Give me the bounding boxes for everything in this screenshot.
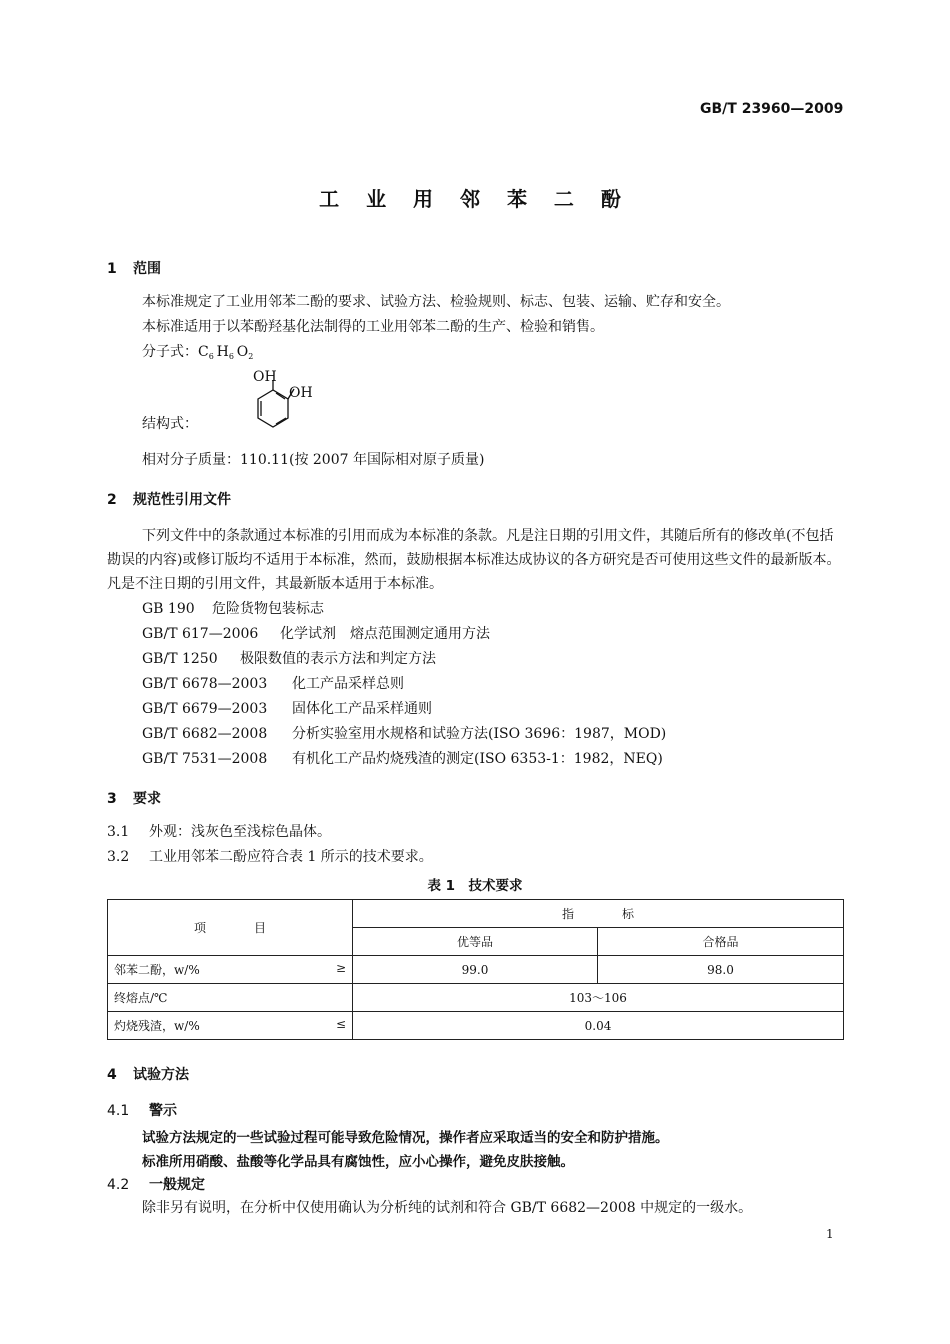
hydroxyl-label-1: OH <box>253 369 277 385</box>
clause-4-2-heading: 4.2 一般规定 <box>107 1177 205 1193</box>
section-1-paragraph-2: 本标准适用于以苯酚羟基化法制得的工业用邻苯二酚的生产、检验和销售。 <box>142 319 604 335</box>
table-cell-grade-a: 99.0 <box>353 956 598 984</box>
table-cell-item: 灼烧残渣，w/% ≤ <box>108 1012 353 1040</box>
table-caption: 表 1 技术要求 <box>427 878 523 894</box>
section-2-intro: 下列文件中的条款通过本标准的引用而成为本标准的条款。凡是注日期的引用文件，其随后所有的修改单(不包括勘误的内容)或修订版均不适用于本标准，然而，鼓励根据本标准达成协议的各方研究是否可使用这些文件的最新版本。凡是不注日期的引用文件，其最新版本适用于本标准。 <box>107 528 841 592</box>
table-row <box>108 984 844 1012</box>
table-cell-item: 邻苯二酚，w/% ≥ <box>108 956 353 984</box>
hydroxyl-label-2: OH <box>289 385 313 401</box>
table-cell-grade-b: 98.0 <box>598 956 844 984</box>
table-cell-value: 0.04 <box>353 1012 844 1040</box>
table-row <box>108 1012 844 1040</box>
section-3-heading: 3 要求 <box>107 791 161 807</box>
page-number: 1 <box>826 1227 834 1241</box>
table-row <box>108 956 844 984</box>
requirements-table <box>107 899 844 1040</box>
ref-item: GB/T 6682—2008 分析实验室用水规格和试验方法(ISO 3696：1987，MOD) <box>142 726 667 742</box>
clause-4-1-heading: 4.1 警示 <box>107 1103 177 1119</box>
structural-formula <box>230 364 330 448</box>
ref-item: GB/T 6679—2003 固体化工产品采样通则 <box>142 701 432 717</box>
section-1-paragraph-1: 本标准规定了工业用邻苯二酚的要求、试验方法、检验规则、标志、包装、运输、贮存和安全。 <box>142 294 730 310</box>
table-header-index: 指 标 <box>353 900 844 928</box>
ref-item: GB/T 6678—2003 化工产品采样总则 <box>142 676 404 692</box>
section-4-heading: 4 试验方法 <box>107 1067 189 1083</box>
standard-code: GB/T 23960—2009 <box>700 101 844 117</box>
table-cell-value: 103～106 <box>353 984 844 1012</box>
molecular-mass: 相对分子质量：110.11(按 2007 年国际相对原子质量) <box>142 452 485 468</box>
warning-1: 试验方法规定的一些试验过程可能导致危险情况，操作者应采取适当的安全和防护措施。 <box>142 1130 669 1146</box>
document-title: 工 业 用 邻 苯 二 酚 <box>319 187 631 211</box>
clause-4-2-text: 除非另有说明，在分析中仅使用确认为分析纯的试剂和符合 GB/T 6682—2008 中规定的一级水。 <box>142 1200 753 1216</box>
structure-label: 结构式： <box>142 416 198 432</box>
table-header-grade-b: 合格品 <box>598 928 844 956</box>
ref-item: GB/T 617—2006 化学试剂 熔点范围测定通用方法 <box>142 626 490 642</box>
ref-item: GB/T 1250 极限数值的表示方法和判定方法 <box>142 651 436 667</box>
table-header-item: 项 目 <box>108 900 353 956</box>
ref-list <box>142 597 666 772</box>
ref-item: GB 190 危险货物包装标志 <box>142 601 324 617</box>
benzene-ring <box>258 390 288 427</box>
clause-3-1: 3.1 外观：浅灰色至浅棕色晶体。 <box>107 824 331 840</box>
table-cell-item: 终熔点/℃ <box>108 984 353 1012</box>
ref-item: GB/T 7531—2008 有机化工产品灼烧残渣的测定(ISO 6353-1：1982，NEQ) <box>142 751 663 767</box>
table-header-grade-a: 优等品 <box>353 928 598 956</box>
warning-2: 标准所用硝酸、盐酸等化学品具有腐蚀性，应小心操作，避免皮肤接触。 <box>142 1154 574 1170</box>
molecular-formula: 分子式：$C_6$ $H_6$ $O_2$ <box>142 344 254 361</box>
section-2-heading: 2 规范性引用文件 <box>107 492 231 508</box>
section-1-heading: 1 范围 <box>107 261 161 277</box>
clause-3-2: 3.2 工业用邻苯二酚应符合表 1 所示的技术要求。 <box>107 849 433 865</box>
